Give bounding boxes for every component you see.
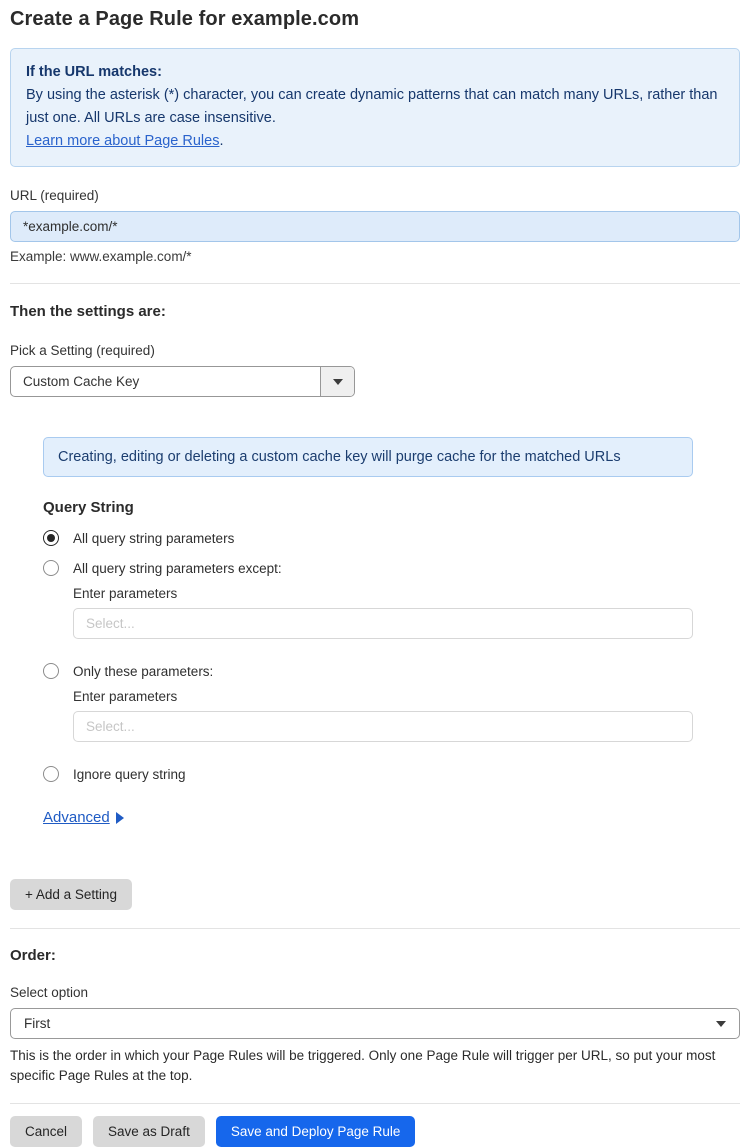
custom-cache-key-panel: [43, 437, 740, 827]
url-match-info-box: [10, 48, 740, 167]
only-params-field: [73, 689, 740, 742]
setting-dropdown[interactable]: [10, 366, 355, 397]
section-divider: [10, 928, 740, 929]
save-and-deploy-button[interactable]: Save and Deploy Page Rule: [216, 1116, 416, 1147]
order-heading: Order:: [10, 947, 56, 964]
save-as-draft-button[interactable]: Save as Draft: [93, 1116, 205, 1147]
url-field-label: URL (required): [10, 188, 99, 203]
order-dropdown-value: First: [24, 1016, 51, 1031]
chevron-down-icon: [333, 379, 343, 385]
footer-actions: [10, 1116, 740, 1147]
info-box-body: By using the asterisk (*) character, you can create dynamic patterns that can match many URLs, rather than just one. All URLs are case insensitive.: [26, 87, 718, 126]
radio-selected-icon[interactable]: [43, 530, 59, 546]
radio-unselected-icon[interactable]: [43, 663, 59, 679]
settings-heading: Then the settings are:: [10, 303, 166, 320]
enter-parameters-label: Enter parameters: [73, 586, 178, 601]
page-title: Create a Page Rule for example.com: [10, 8, 360, 30]
link-period: .: [219, 133, 224, 149]
url-example-text: Example: www.example.com/*: [10, 249, 192, 264]
info-box-link-line: [26, 130, 724, 153]
radio-label: All query string parameters: [73, 530, 235, 546]
order-select-label: Select option: [10, 985, 89, 1000]
radio-only-these-params[interactable]: [43, 663, 740, 679]
radio-all-query-params[interactable]: [43, 530, 740, 546]
cancel-button[interactable]: Cancel: [10, 1116, 82, 1147]
radio-unselected-icon[interactable]: [43, 560, 59, 576]
chevron-right-icon: [116, 812, 124, 824]
advanced-link[interactable]: [43, 809, 124, 826]
order-help-text: This is the order in which your Page Rules will be triggered. Only one Page Rule will trigger per URL, so put your most specific Page Rules at the top.: [10, 1048, 716, 1083]
except-parameters-input[interactable]: [73, 608, 693, 639]
enter-parameters-label: Enter parameters: [73, 689, 178, 704]
chevron-down-icon: [716, 1021, 726, 1027]
order-dropdown[interactable]: [10, 1008, 740, 1039]
footer-divider: [10, 1103, 740, 1104]
add-setting-button[interactable]: + Add a Setting: [10, 879, 132, 910]
pick-setting-label: Pick a Setting (required): [10, 343, 155, 358]
radio-ignore-query-string[interactable]: [43, 766, 740, 782]
learn-more-link[interactable]: Learn more about Page Rules: [26, 133, 220, 149]
advanced-link-label: Advanced: [43, 809, 110, 826]
query-string-heading: Query String: [43, 499, 134, 516]
radio-all-params-except[interactable]: [43, 560, 740, 576]
setting-dropdown-arrow-button[interactable]: [320, 367, 354, 396]
setting-dropdown-value: Custom Cache Key: [23, 374, 140, 389]
except-params-field: [73, 586, 740, 639]
radio-label: All query string parameters except:: [73, 560, 282, 576]
radio-label: Only these parameters:: [73, 663, 214, 679]
radio-label: Ignore query string: [73, 766, 186, 782]
url-input[interactable]: [10, 211, 740, 242]
only-parameters-input[interactable]: [73, 711, 693, 742]
purge-cache-notice: Creating, editing or deleting a custom cache key will purge cache for the matched URLs: [43, 437, 693, 477]
radio-unselected-icon[interactable]: [43, 766, 59, 782]
info-box-heading: If the URL matches:: [26, 64, 162, 80]
section-divider: [10, 283, 740, 284]
